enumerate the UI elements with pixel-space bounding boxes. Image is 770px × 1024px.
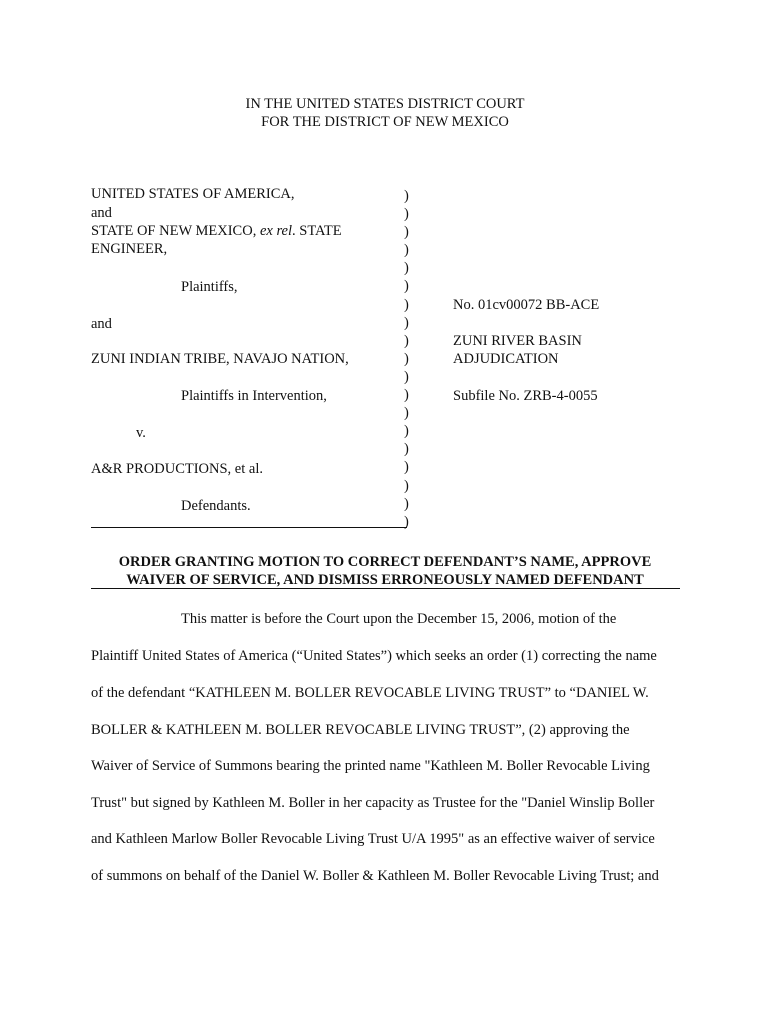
paren: )	[404, 513, 409, 530]
defendants-label: Defendants.	[181, 498, 251, 514]
order-title-line2: WAIVER OF SERVICE, AND DISMISS ERRONEOUSLY NAMED DEFENDANT	[126, 572, 644, 588]
paren: )	[404, 387, 409, 404]
body-line: of the defendant “KATHLEEN M. BOLLER REVOCABLE LIVING TRUST” to “DANIEL W.	[91, 685, 649, 701]
plaintiffs-label: Plaintiffs,	[181, 279, 238, 295]
caption-and-2: and	[91, 316, 112, 332]
versus: v.	[136, 425, 146, 441]
court-heading-line1: IN THE UNITED STATES DISTRICT COURT	[245, 96, 525, 112]
defendant: A&R PRODUCTIONS, et al.	[91, 461, 263, 477]
body-line: and Kathleen Marlow Boller Revocable Living Trust U/A 1995" as an effective waiver of service	[91, 831, 655, 847]
paren: )	[404, 206, 409, 223]
intervenors-label: Plaintiffs in Intervention,	[181, 388, 327, 404]
plaintiff-state-line2: ENGINEER,	[91, 241, 168, 257]
body-line: This matter is before the Court upon the December 15, 2006, motion of the	[181, 611, 617, 627]
caption-paren-column	[404, 187, 409, 531]
caption-and-1: and	[91, 205, 112, 221]
plaintiff-state: STATE OF NEW MEXICO, ex rel. STATE	[91, 223, 342, 239]
paren: )	[404, 350, 409, 367]
basin-line1: ZUNI RIVER BASIN	[453, 333, 582, 349]
paren: )	[404, 368, 409, 385]
order-title-line1: ORDER GRANTING MOTION TO CORRECT DEFENDANT’S NAME, APPROVE	[118, 554, 652, 570]
paren: )	[404, 495, 409, 512]
body-line: Waiver of Service of Summons bearing the printed name "Kathleen M. Boller Revocable Living	[91, 758, 650, 774]
paren: )	[404, 423, 409, 440]
court-heading-line2: FOR THE DISTRICT OF NEW MEXICO	[261, 114, 509, 130]
paren: )	[404, 332, 409, 349]
basin-line2: ADJUDICATION	[453, 351, 559, 367]
case-number: No. 01cv00072 BB-ACE	[453, 297, 600, 313]
body-line: Trust" but signed by Kathleen M. Boller in her capacity as Trustee for the "Daniel Winslip Boller	[91, 795, 655, 811]
paren: )	[404, 224, 409, 241]
paren: )	[404, 405, 409, 422]
subfile-number: Subfile No. ZRB-4-0055	[453, 388, 598, 404]
caption-underline	[91, 527, 407, 528]
paren: )	[404, 296, 409, 313]
body-line: BOLLER & KATHLEEN M. BOLLER REVOCABLE LIVING TRUST”, (2) approving the	[91, 722, 630, 738]
title-underline	[91, 588, 680, 589]
body-line: Plaintiff United States of America (“United States”) which seeks an order (1) correcting the name	[91, 648, 657, 664]
paren: )	[404, 188, 409, 204]
paren: )	[404, 459, 409, 476]
intervenors: ZUNI INDIAN TRIBE, NAVAJO NATION,	[91, 351, 349, 367]
paren: )	[404, 314, 409, 331]
paren: )	[404, 441, 409, 458]
paren: )	[404, 477, 409, 494]
body-line: of summons on behalf of the Daniel W. Boller & Kathleen M. Boller Revocable Living Trust; and	[91, 868, 659, 884]
plaintiff-united-states: UNITED STATES OF AMERICA,	[91, 186, 295, 202]
paren: )	[404, 242, 409, 259]
paren: )	[404, 260, 409, 277]
paren: )	[404, 278, 409, 295]
